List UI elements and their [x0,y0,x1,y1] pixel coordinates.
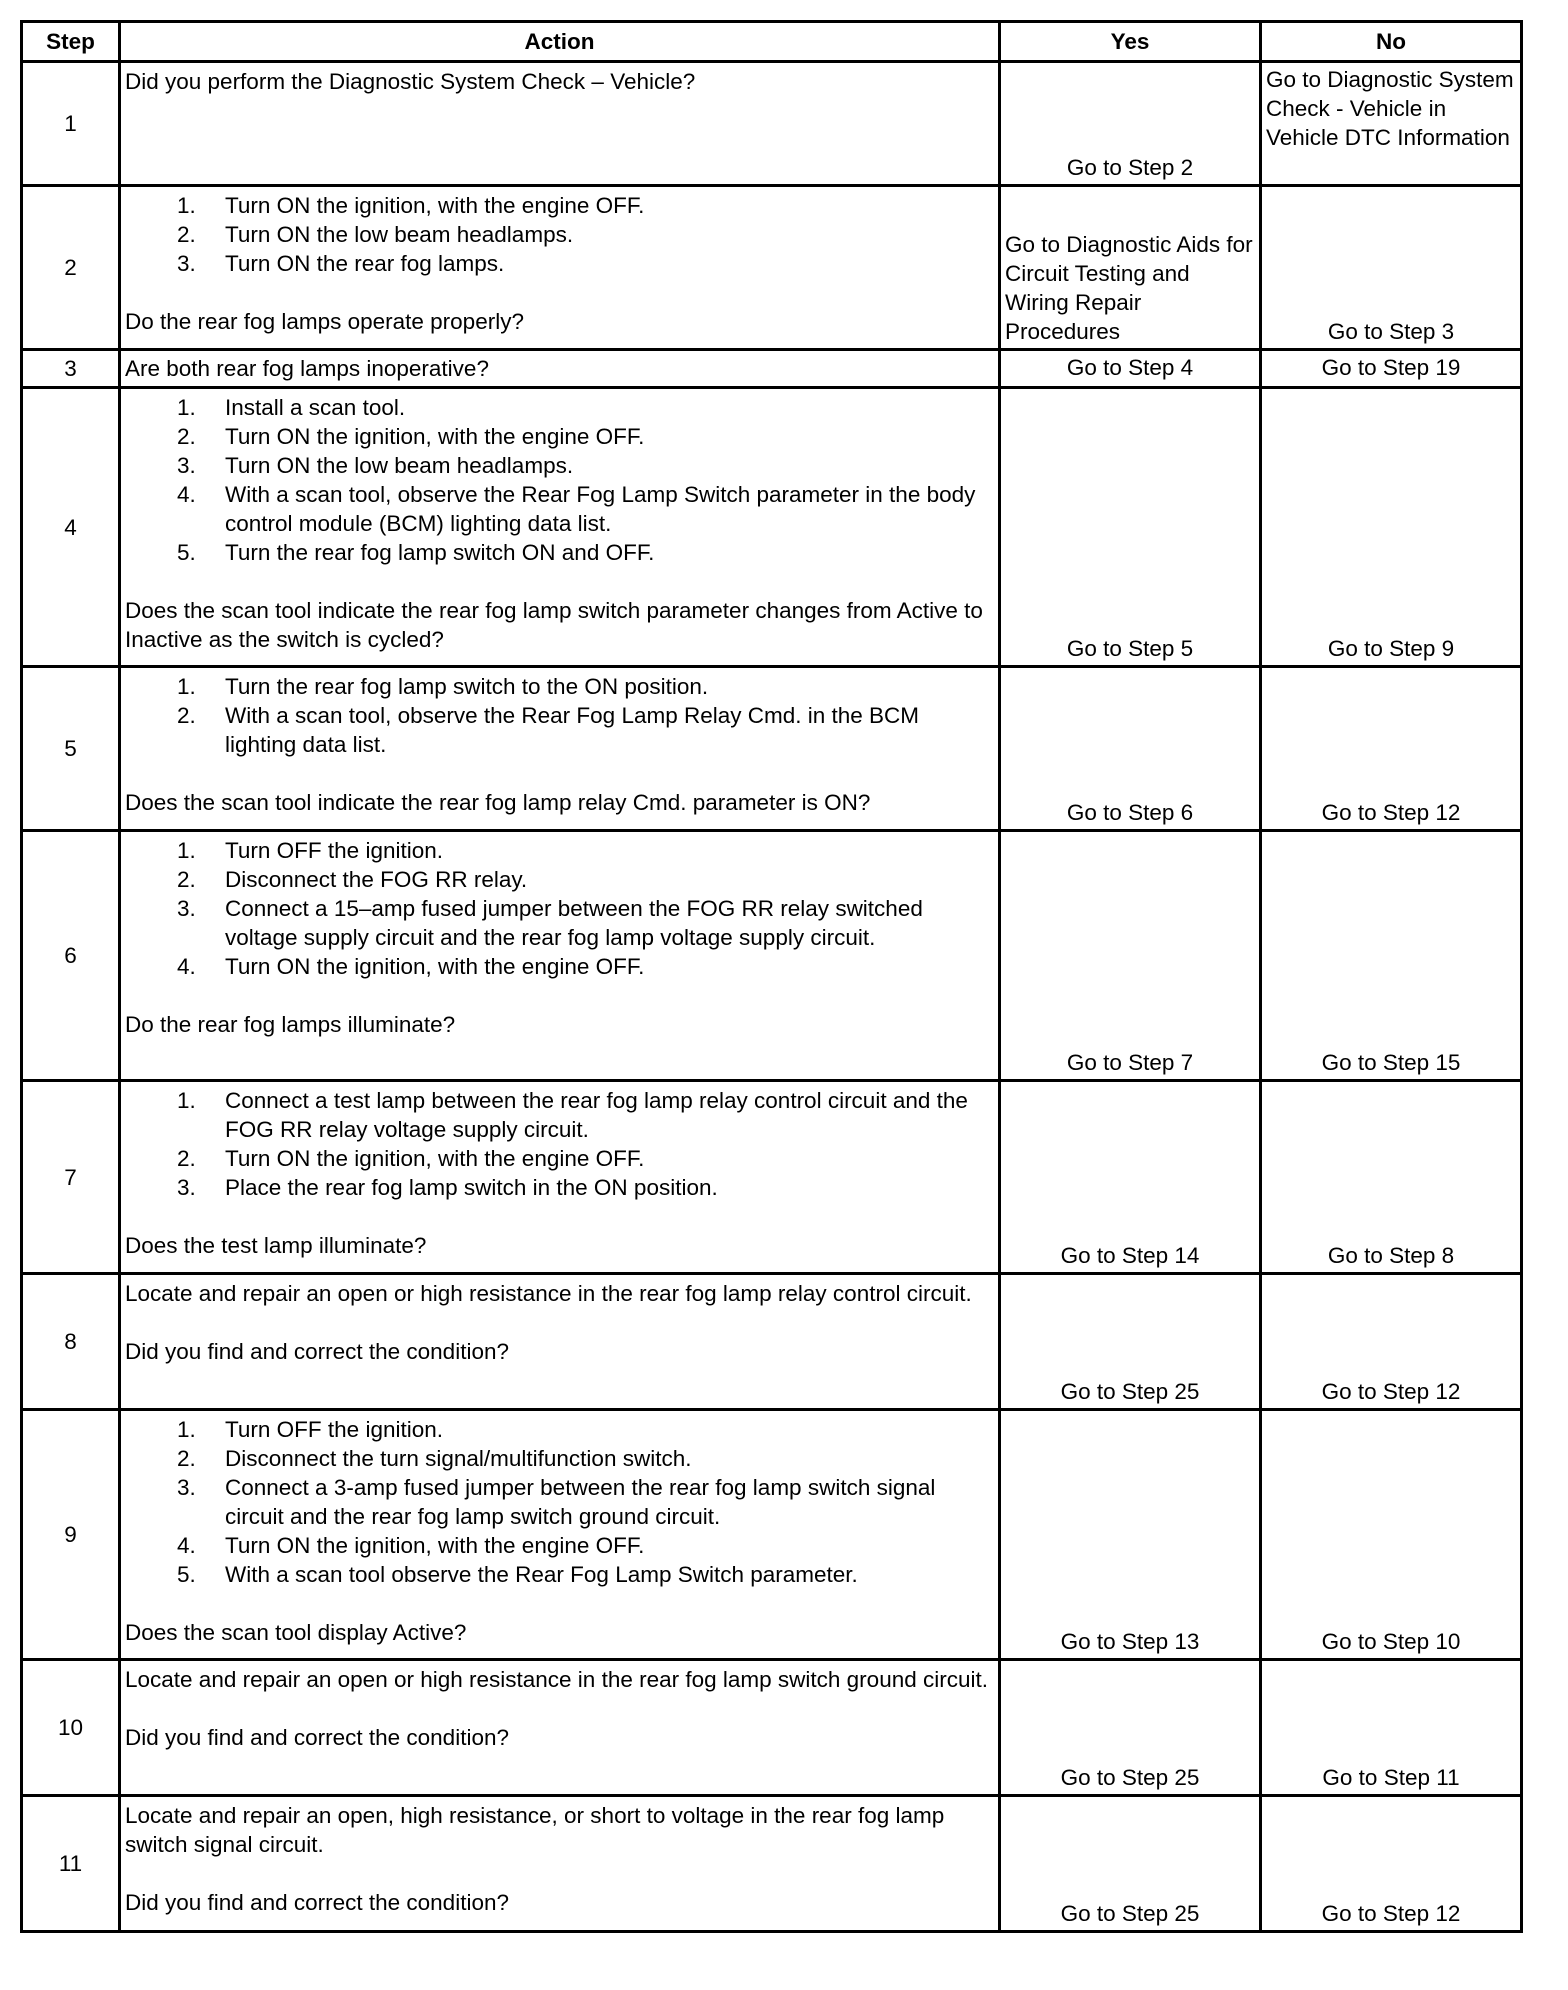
action-question: Do the rear fog lamps illuminate? [125,1012,456,1037]
action-step-item: With a scan tool, observe the Rear Fog Lamp Relay Cmd. in the BCM lighting data list. [225,703,920,757]
action-question: Does the scan tool display Active? [125,1620,467,1645]
no-cell: Go to Step 12 [1261,1796,1522,1932]
no-cell: Go to Step 9 [1261,388,1522,667]
action-cell [120,186,1000,350]
action-step-item: Connect a 3-amp fused jumper between the rear fog lamp switch signal circuit and the rear fog lamp switch ground circuit. [225,1475,936,1529]
action-step-item: Turn ON the ignition, with the engine OFF. [225,424,645,449]
action-step-item: Place the rear fog lamp switch in the ON position. [225,1175,718,1200]
action-step-item: Turn the rear fog lamp switch to the ON position. [225,674,709,699]
table-row [22,1081,1522,1274]
yes-cell: Go to Step 2 [1000,62,1261,186]
action-question: Does the test lamp illuminate? [125,1233,427,1258]
no-cell: Go to Step 8 [1261,1081,1522,1274]
action-step-item: Turn OFF the ignition. [225,1417,444,1442]
step-number: 4 [22,388,120,667]
action-step-item: Connect a 15–amp fused jumper between the FOG RR relay switched voltage supply circuit and the rear fog lamp voltage supply circuit. [225,896,923,950]
action-step-item: Turn ON the ignition, with the engine OFF. [225,1146,645,1171]
action-cell [120,831,1000,1081]
yes-cell: Go to Step 25 [1000,1660,1261,1796]
table-row [22,62,1522,186]
action-step-item: Disconnect the FOG RR relay. [225,867,528,892]
diagnostic-table [20,20,1523,1933]
diagnostic-page [20,20,1523,1933]
action-question: Are both rear fog lamps inoperative? [125,356,489,381]
action-cell [120,667,1000,831]
action-step-item: Turn ON the low beam headlamps. [225,222,574,247]
yes-cell: Go to Diagnostic Aids for Circuit Testing and Wiring Repair Procedures [1000,186,1261,350]
action-steps [125,672,992,759]
action-step-item: Turn the rear fog lamp switch ON and OFF. [225,540,655,565]
action-text: Locate and repair an open or high resistance in the rear fog lamp switch ground circuit. [125,1667,988,1692]
action-step-item: With a scan tool observe the Rear Fog Lamp Switch parameter. [225,1562,858,1587]
action-step-item: Turn ON the ignition, with the engine OFF. [225,193,645,218]
action-step-item: With a scan tool, observe the Rear Fog Lamp Switch parameter in the body control module (BCM) lighting data list. [225,482,976,536]
no-cell: Go to Diagnostic System Check - Vehicle in Vehicle DTC Information [1261,62,1522,186]
table-row [22,1660,1522,1796]
action-steps [125,1415,992,1589]
table-row [22,831,1522,1081]
action-steps [125,393,992,567]
table-row [22,667,1522,831]
step-number: 1 [22,62,120,186]
action-question: Do the rear fog lamps operate properly? [125,309,524,334]
no-cell: Go to Step 19 [1261,350,1522,388]
action-step-item: Disconnect the turn signal/multifunction switch. [225,1446,692,1471]
action-cell [120,1410,1000,1660]
table-row [22,1410,1522,1660]
yes-cell: Go to Step 6 [1000,667,1261,831]
action-question: Did you find and correct the condition? [125,1339,509,1364]
step-number: 9 [22,1410,120,1660]
action-step-item: Connect a test lamp between the rear fog lamp relay control circuit and the FOG RR relay voltage supply circuit. [225,1088,968,1142]
step-number: 8 [22,1274,120,1410]
table-row [22,186,1522,350]
action-cell [120,350,1000,388]
no-cell: Go to Step 11 [1261,1660,1522,1796]
yes-cell: Go to Step 25 [1000,1274,1261,1410]
step-number: 10 [22,1660,120,1796]
action-text: Locate and repair an open or high resistance in the rear fog lamp relay control circuit. [125,1281,972,1306]
yes-cell: Go to Step 14 [1000,1081,1261,1274]
step-number: 5 [22,667,120,831]
action-step-item: Turn OFF the ignition. [225,838,444,863]
table-row [22,350,1522,388]
no-cell: Go to Step 3 [1261,186,1522,350]
header-no: No [1261,22,1522,62]
action-question: Did you find and correct the condition? [125,1725,509,1750]
yes-cell: Go to Step 25 [1000,1796,1261,1932]
yes-cell: Go to Step 4 [1000,350,1261,388]
step-number: 11 [22,1796,120,1932]
action-cell [120,62,1000,186]
yes-cell: Go to Step 13 [1000,1410,1261,1660]
step-number: 3 [22,350,120,388]
action-steps [125,1086,992,1202]
yes-cell: Go to Step 5 [1000,388,1261,667]
action-step-item: Install a scan tool. [225,395,406,420]
table-row [22,1796,1522,1932]
action-cell [120,388,1000,667]
table-row [22,388,1522,667]
header-step: Step [22,22,120,62]
header-yes: Yes [1000,22,1261,62]
action-cell [120,1660,1000,1796]
action-step-item: Turn ON the ignition, with the engine OFF. [225,954,645,979]
step-number: 7 [22,1081,120,1274]
no-cell: Go to Step 12 [1261,667,1522,831]
action-step-item: Turn ON the ignition, with the engine OFF. [225,1533,645,1558]
step-number: 2 [22,186,120,350]
action-steps [125,836,992,981]
action-steps [125,191,992,278]
step-number: 6 [22,831,120,1081]
table-row [22,1274,1522,1410]
action-text: Locate and repair an open, high resistance, or short to voltage in the rear fog lamp switch signal circuit. [125,1803,945,1857]
no-cell: Go to Step 10 [1261,1410,1522,1660]
yes-cell: Go to Step 7 [1000,831,1261,1081]
action-cell [120,1274,1000,1410]
action-question: Does the scan tool indicate the rear fog lamp relay Cmd. parameter is ON? [125,790,871,815]
action-step-item: Turn ON the low beam headlamps. [225,453,574,478]
header-row [22,22,1522,62]
action-text: Did you perform the Diagnostic System Check – Vehicle? [125,69,696,94]
no-cell: Go to Step 15 [1261,831,1522,1081]
action-question: Did you find and correct the condition? [125,1890,509,1915]
action-step-item: Turn ON the rear fog lamps. [225,251,505,276]
action-question: Does the scan tool indicate the rear fog lamp switch parameter changes from Active to Inactive as the switch is cycled? [125,598,983,652]
header-action: Action [120,22,1000,62]
no-cell: Go to Step 12 [1261,1274,1522,1410]
action-cell [120,1081,1000,1274]
action-cell [120,1796,1000,1932]
